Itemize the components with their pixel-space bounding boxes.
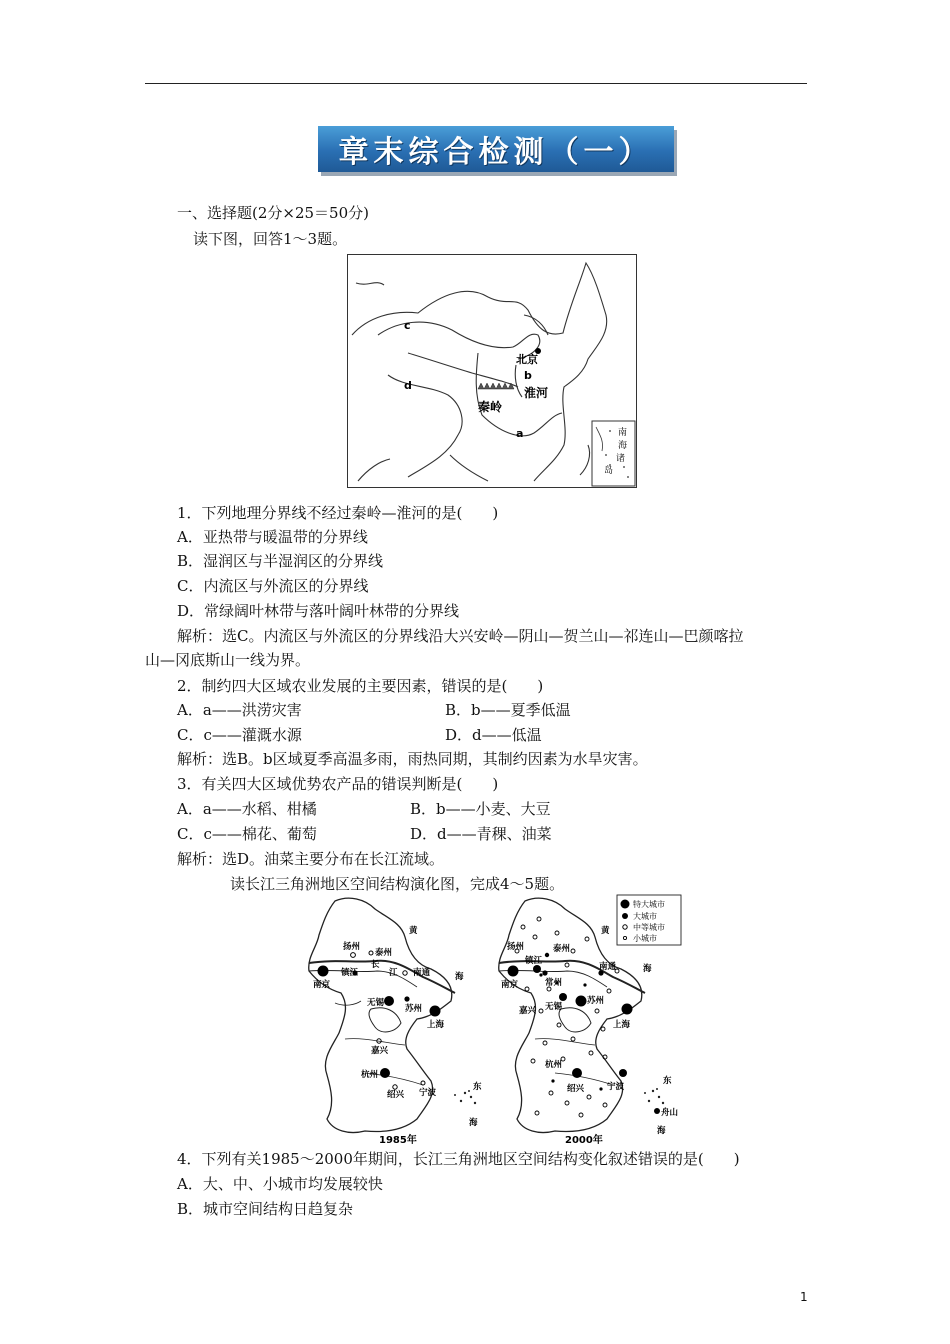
china-agriculture-map (347, 254, 637, 488)
l00-jiaxing: 嘉兴 (519, 1006, 537, 1016)
l85-nanjing: 南京 (313, 980, 331, 990)
l85-sea-dong: 东 (473, 1082, 482, 1092)
l00-taizhou: 泰州 (553, 944, 571, 954)
label-a: a (516, 427, 524, 440)
q3-analysis: 解析：选D。油菜主要分布在长江流域。 (177, 850, 445, 868)
q3-option-d: D．d——青稞、油菜 (410, 825, 552, 843)
header-rule (145, 83, 807, 84)
l00-changzhou: 常州 (545, 978, 563, 988)
q1-stem: 1．下列地理分界线不经过秦岭—淮河的是( ) (177, 504, 499, 522)
q1-option-c: C．内流区与外流区的分界线 (177, 577, 369, 595)
q3-stem: 3．有关四大区域优势农产品的错误判断是( ) (177, 775, 499, 793)
l85-yangzhou: 扬州 (343, 942, 361, 952)
q2-option-c: C．c——灌溉水源 (177, 726, 302, 744)
q3-option-a: A．a——水稻、柑橘 (177, 800, 317, 818)
year-1985: 1985年 (379, 1135, 417, 1145)
l00-sea-dong: 东 (663, 1076, 672, 1086)
l00-shanghai: 上海 (613, 1020, 631, 1030)
l00-nantong: 南通 (599, 962, 617, 972)
inset-box (592, 421, 635, 486)
l00-nanjing: 南京 (501, 980, 519, 990)
inset-label-4: 岛 (604, 466, 614, 476)
l00-suzhou: 苏州 (587, 996, 605, 1006)
q1-analysis-line2: 山—冈底斯山一线为界。 (145, 651, 311, 669)
intro-text: 读下图，回答1～3题。 (193, 230, 348, 248)
q1-analysis-line1: 解析：选C。内流区与外流区的分界线沿大兴安岭—阴山—贺兰山—祁连山—巴颜喀拉 (177, 627, 744, 645)
l00-sea-huang: 黄 (601, 926, 610, 936)
label-d: d (404, 379, 412, 392)
q2-option-a: A．a——洪涝灾害 (177, 701, 302, 719)
chapter-banner (318, 126, 674, 172)
l85-wuxi: 无锡 (367, 998, 385, 1008)
l00-ningbo: 宁波 (607, 1082, 625, 1092)
label-qinling: 秦岭 (478, 400, 503, 414)
legend-small-city: 小城市 (633, 934, 657, 943)
inset-label-3: 诸 (616, 454, 626, 464)
l85-sea-huang: 黄 (409, 926, 418, 936)
legend-large-city: 大城市 (633, 912, 657, 921)
inset-label-2: 海 (618, 441, 628, 451)
q2-option-d: D．d——低温 (445, 726, 542, 744)
l85-hangzhou: 杭州 (361, 1070, 379, 1080)
q4-option-b: B．城市空间结构日趋复杂 (177, 1200, 354, 1218)
l85-suzhou: 苏州 (405, 1004, 423, 1014)
year-2000: 2000年 (565, 1135, 603, 1145)
l85-sea-hai1: 海 (455, 972, 464, 982)
l00-zhenjiang: 镇江 (525, 956, 543, 966)
q4-stem: 4．下列有关1985～2000年期间，长江三角洲地区空间结构变化叙述错误的是( ) (177, 1150, 740, 1168)
label-beijing: 北京 (516, 353, 538, 366)
q4-option-a: A．大、中、小城市均发展较快 (177, 1175, 383, 1193)
q2-option-b: B．b——夏季低温 (445, 701, 571, 719)
q1-option-b: B．湿润区与半湿润区的分界线 (177, 552, 384, 570)
l00-yangzhou: 扬州 (507, 942, 525, 952)
banner-title: 章末综合检测（一） (338, 135, 654, 170)
q3-option-c: C．c——棉花、葡萄 (177, 825, 317, 843)
q1-option-a: A．亚热带与暖温带的分界线 (177, 528, 368, 546)
l85-jiaxing: 嘉兴 (371, 1046, 389, 1056)
l00-sea-hai1: 海 (643, 964, 652, 974)
l85-chang: 长 (371, 960, 380, 970)
l00-sea-hai2: 海 (657, 1126, 666, 1136)
label-huaihe: 淮河 (524, 386, 549, 400)
inset-label-1: 南 (618, 428, 628, 438)
l00-zhoushan: 舟山 (661, 1108, 679, 1118)
l85-shanghai: 上海 (427, 1020, 445, 1030)
l00-shaoxing: 绍兴 (567, 1084, 585, 1094)
label-b: b (524, 369, 532, 382)
l85-sea-hai2: 海 (469, 1118, 478, 1128)
l00-wuxi: 无锡 (545, 1002, 563, 1012)
q3-option-b: B．b——小麦、大豆 (410, 800, 551, 818)
yangtze-delta-maps (305, 893, 685, 1145)
label-c: c (404, 319, 411, 332)
q2-stem: 2．制约四大区域农业发展的主要因素，错误的是( ) (177, 677, 544, 695)
l00-hangzhou: 杭州 (545, 1060, 563, 1070)
l85-nantong: 南通 (413, 968, 431, 978)
intro-text-2: 读长江三角洲地区空间结构演化图，完成4～5题。 (230, 875, 565, 893)
map-1985 (309, 898, 482, 1145)
q2-analysis: 解析：选B。b区域夏季高温多雨，雨热同期，其制约因素为水旱灾害。 (177, 750, 648, 768)
q1-option-d: D．常绿阔叶林带与落叶阔叶林带的分界线 (177, 602, 460, 620)
section-heading: 一、选择题(2分×25＝50分) (177, 204, 369, 222)
l85-zhenjiang: 镇江 (341, 968, 359, 978)
l85-shaoxing: 绍兴 (387, 1090, 405, 1100)
legend-megacity: 特大城市 (633, 900, 665, 909)
page-number: 1 (800, 1290, 808, 1304)
legend-medium-city: 中等城市 (633, 923, 665, 932)
map-legend (617, 895, 681, 945)
l85-taizhou: 泰州 (375, 948, 393, 958)
l85-jiang: 江 (389, 968, 398, 978)
l85-ningbo: 宁波 (419, 1088, 437, 1098)
